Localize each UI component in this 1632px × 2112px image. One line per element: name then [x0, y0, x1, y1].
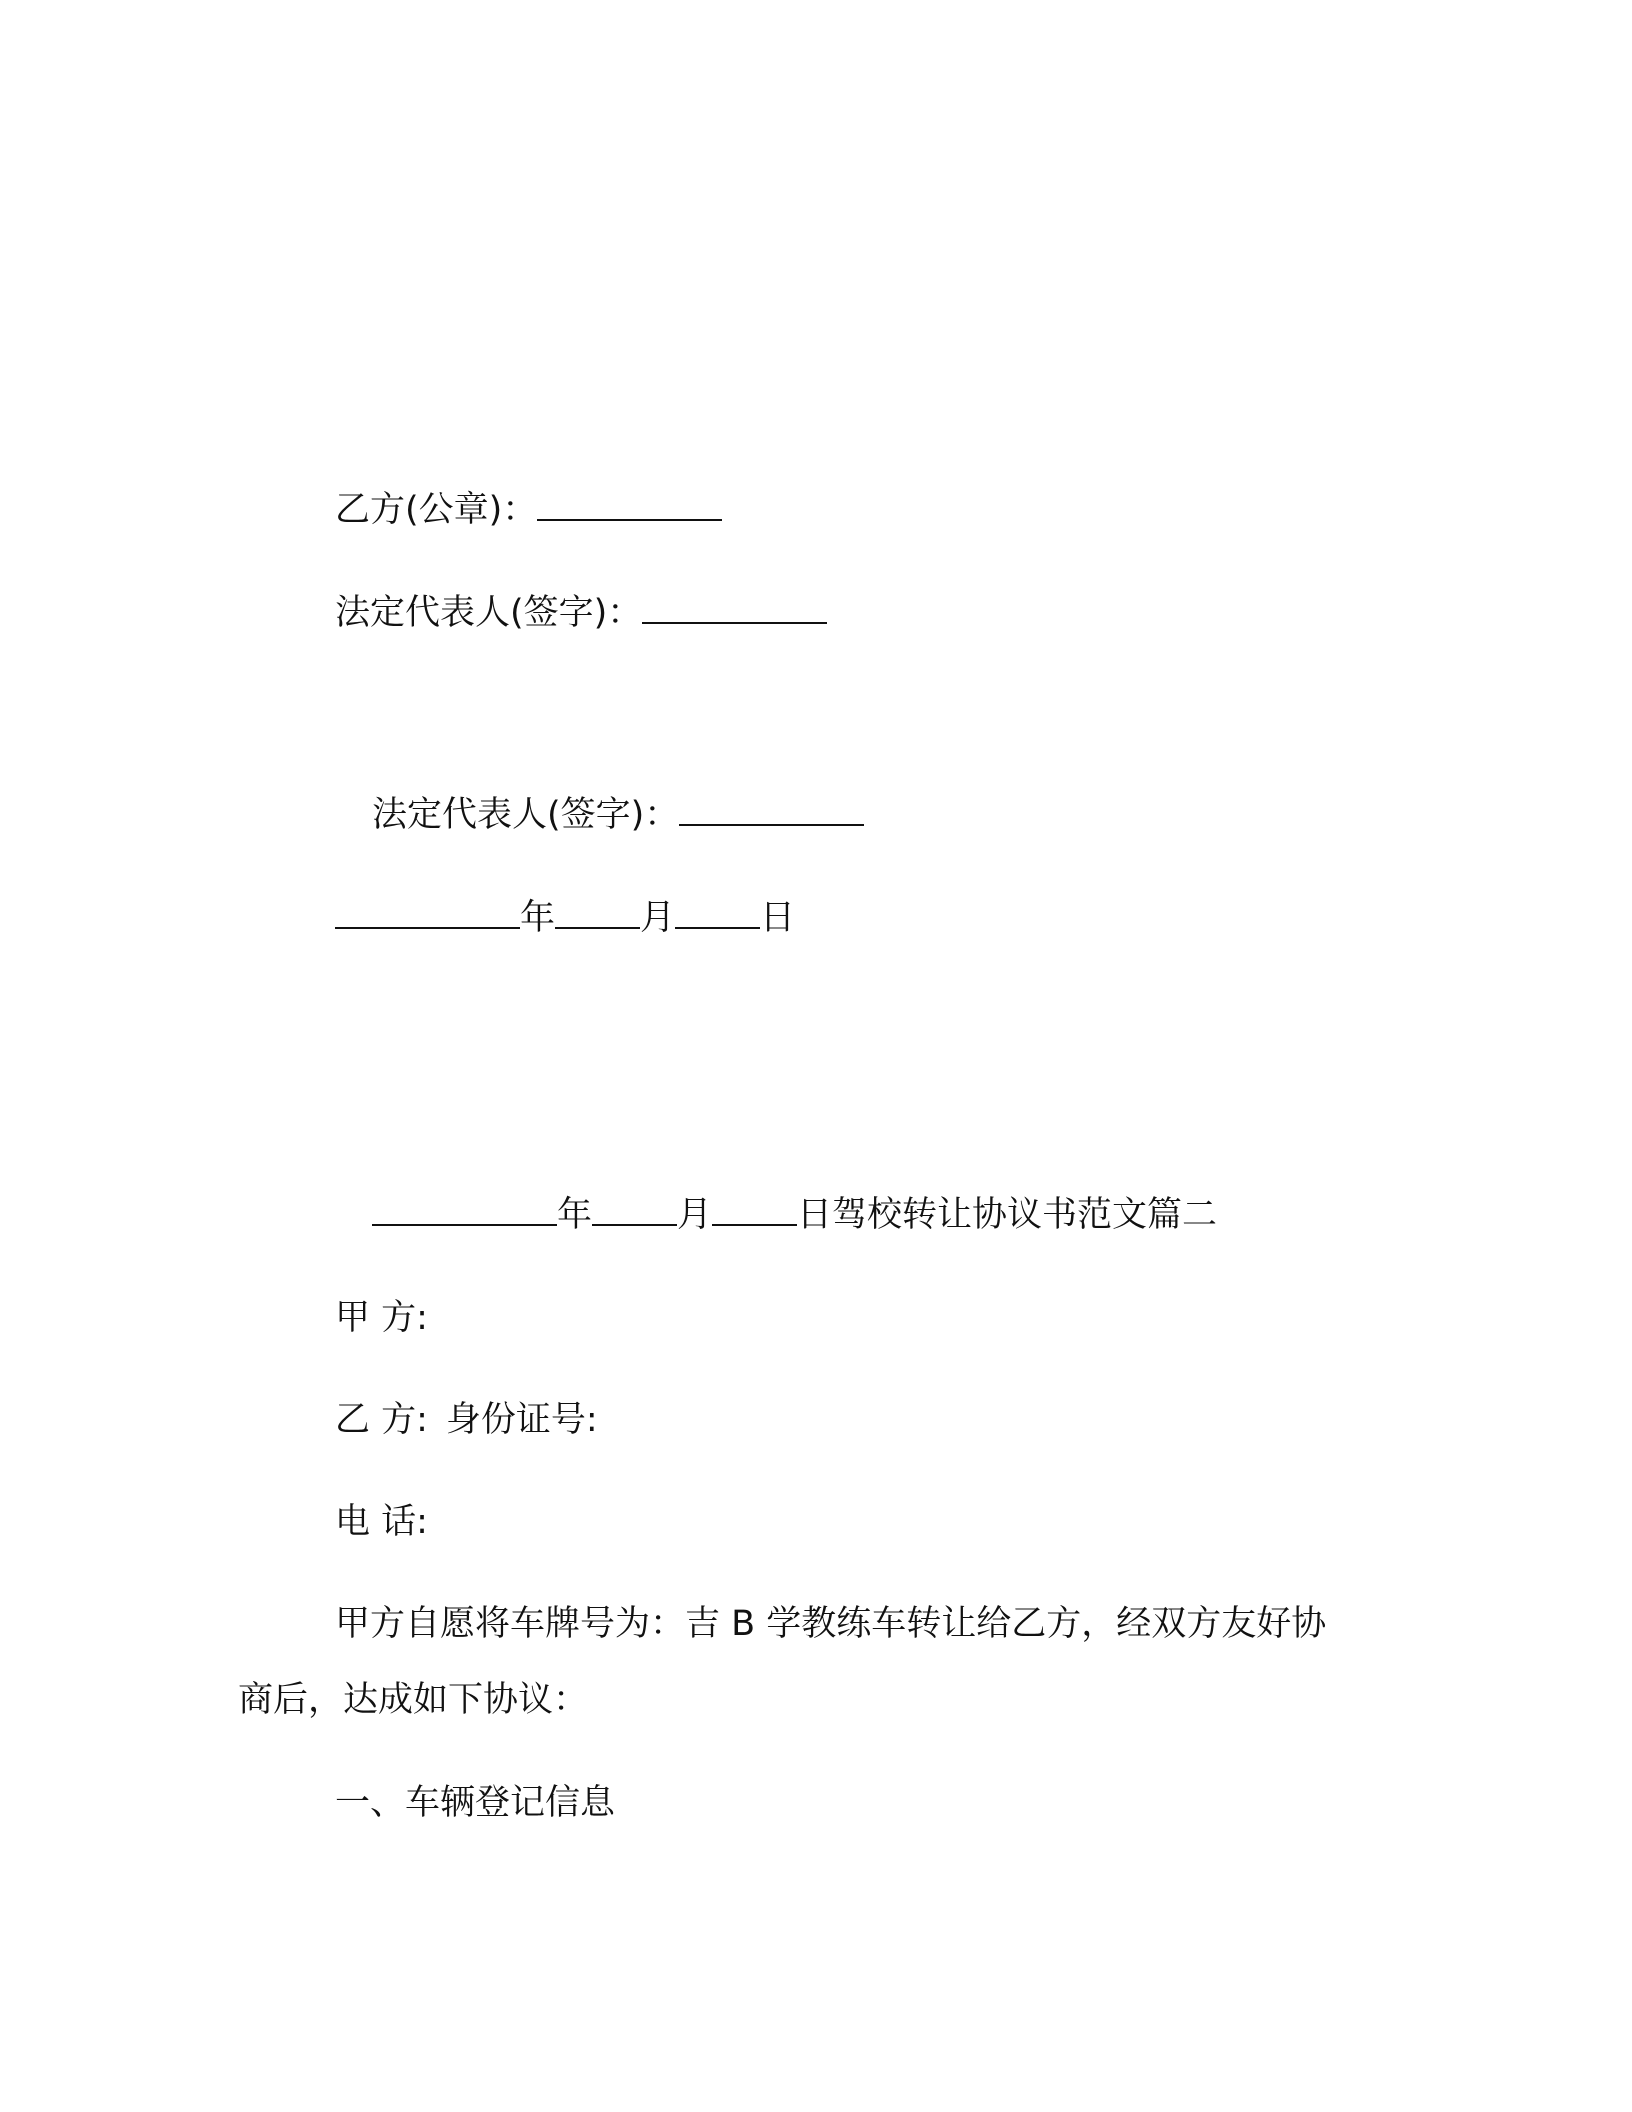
body-text-2: 商后，达成如下协议：	[238, 1680, 589, 1720]
party-b-line	[335, 1398, 598, 1442]
id-number-label: 身份证号:	[445, 1400, 598, 1440]
heading-year-label: 年	[557, 1195, 593, 1235]
body-paragraph-line-2	[238, 1678, 588, 1722]
body-paragraph-line-1	[335, 1602, 1326, 1646]
date-day-label: 日	[760, 898, 796, 938]
party-a-label: 甲 方:	[335, 1298, 428, 1338]
phone-line	[335, 1500, 428, 1544]
heading-title: 日驾校转让协议书范文篇二	[797, 1195, 1218, 1235]
legal-rep-label-1: 法定代表人(签字)：	[335, 593, 643, 633]
party-b-seal-line	[335, 488, 722, 532]
heading-month-label: 月	[677, 1195, 713, 1235]
heading-year-blank	[372, 1194, 557, 1226]
heading-month-blank	[592, 1194, 677, 1226]
item-heading-1	[335, 1781, 615, 1825]
item-heading-1-text: 一、车辆登记信息	[335, 1783, 616, 1823]
section-two-heading	[372, 1193, 1217, 1237]
legal-rep-blank-2	[679, 794, 864, 826]
legal-rep-line-1	[335, 591, 827, 635]
party-b-seal-label: 乙方(公章)：	[335, 490, 538, 530]
date-day-blank	[675, 897, 760, 929]
date-month-blank	[555, 897, 640, 929]
party-b-label: 乙 方:	[335, 1400, 428, 1440]
phone-label: 电 话:	[335, 1502, 428, 1542]
legal-rep-blank-1	[642, 592, 827, 624]
date-year-label: 年	[520, 898, 556, 938]
legal-rep-label-2: 法定代表人(签字)：	[372, 795, 680, 835]
body-text-1: 甲方自愿将车牌号为：吉 B 学教练车转让给乙方，经双方友好协	[335, 1604, 1327, 1644]
signature-date-line	[335, 896, 795, 940]
legal-rep-line-2	[372, 793, 864, 837]
date-year-blank	[335, 897, 520, 929]
party-b-seal-blank	[537, 489, 722, 521]
party-a-line	[335, 1296, 428, 1340]
heading-day-blank	[712, 1194, 797, 1226]
date-month-label: 月	[640, 898, 676, 938]
